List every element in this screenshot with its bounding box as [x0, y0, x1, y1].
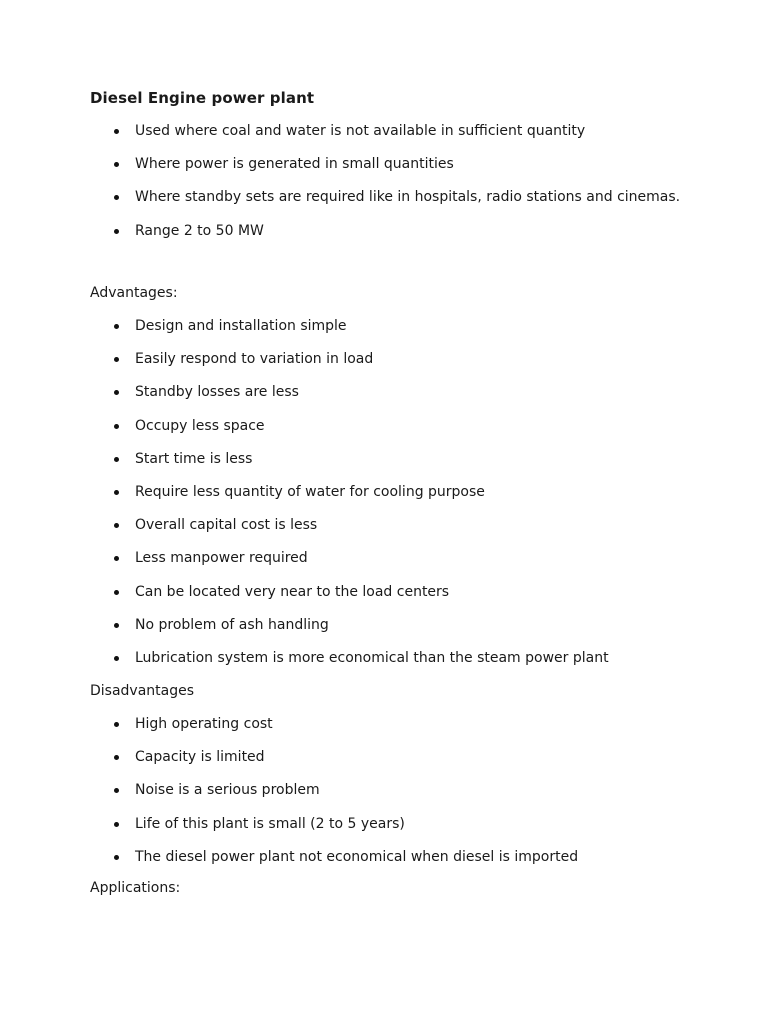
disadvantages-label: Disadvantages	[90, 683, 195, 699]
advantages-list	[0, 318, 609, 683]
list-item: Noise is a serious problem	[0, 782, 578, 815]
list-item: Easily respond to variation in load	[0, 351, 609, 384]
applications-label: Applications:	[90, 880, 181, 896]
list-item: Overall capital cost is less	[0, 517, 609, 550]
list-item: Where power is generated in small quantities	[0, 156, 680, 189]
list-item: Standby losses are less	[0, 384, 609, 417]
list-item: Used where coal and water is not available in sufficient quantity	[0, 123, 680, 156]
list-item: Capacity is limited	[0, 749, 578, 782]
list-item: Design and installation simple	[0, 318, 609, 351]
list-item: Start time is less	[0, 451, 609, 484]
list-item: High operating cost	[0, 716, 578, 749]
list-item: No problem of ash handling	[0, 617, 609, 650]
list-item: Require less quantity of water for cooling purpose	[0, 484, 609, 517]
list-item: Range 2 to 50 MW	[0, 223, 680, 256]
disadvantages-list	[0, 716, 578, 882]
document-title: Diesel Engine power plant	[90, 89, 315, 107]
list-item: Where standby sets are required like in hospitals, radio stations and cinemas.	[0, 189, 680, 222]
list-item: Occupy less space	[0, 418, 609, 451]
list-item: Can be located very near to the load centers	[0, 584, 609, 617]
intro-list	[0, 123, 680, 256]
list-item: Lubrication system is more economical than the steam power plant	[0, 650, 609, 683]
list-item: Less manpower required	[0, 550, 609, 583]
list-item: The diesel power plant not economical when diesel is imported	[0, 849, 578, 882]
list-item: Life of this plant is small (2 to 5 years)	[0, 816, 578, 849]
advantages-label: Advantages:	[90, 285, 178, 301]
